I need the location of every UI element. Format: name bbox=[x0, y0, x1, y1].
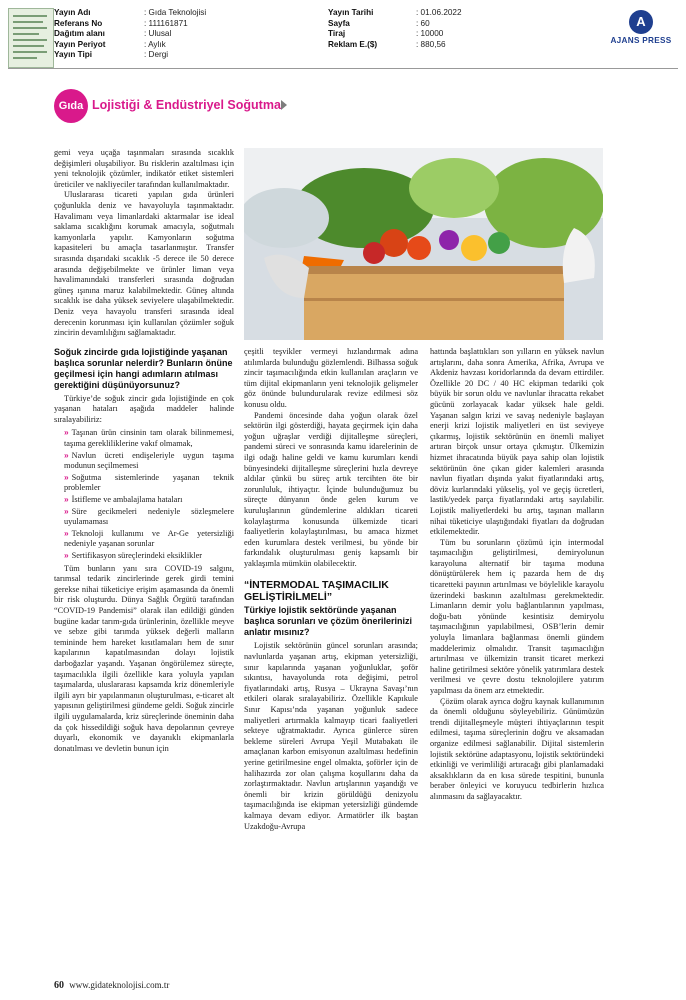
vegetable-crate-photo bbox=[244, 148, 603, 340]
bullet-icon: » bbox=[64, 427, 69, 438]
article-column-2 bbox=[244, 347, 418, 832]
list-item: » Navlun ücreti endişeleriyle uygun taşıma modunun seçilmemesi bbox=[64, 449, 234, 471]
arrow-right-icon bbox=[281, 100, 287, 110]
clipping-metadata bbox=[8, 6, 678, 66]
ajans-press-logo-mark: A bbox=[629, 10, 653, 34]
article-column-3 bbox=[430, 347, 604, 803]
meta-dagitim: Dağıtım alanı : Ulusal bbox=[54, 29, 172, 39]
meta-tiraj: Tiraj : 10000 bbox=[328, 29, 444, 39]
paragraph: Uluslararası ticareti yapılan gıda ürünleri çoğunlukla deniz ve havayoluyla taşınmaktadır. Havalimanı veya limanlardaki aktarmalar ise ideal saklama sıcaklığını korumak amacıyla, soğutmalı kamyonlarla yapılır. Kamyonların soğutma kapasiteleri bu amaçla tasarlanmıştır. Transfer sırasında dışarıdaki sıcaklık -5 derece ile 50 derece arasında değişebilmekte ve ürünler liman veya havalimanındaki transferleri sırasında doğrudan güneş ışınına maruz kalabilmektedir. Güneş altında sıcaklık ise daha yüksek seviyelere ulaşabilmektedir. Deniz veya havayolu transferi sırasında ideal derecenin korunması için kullanılan çözümler soğuk zincirin devamlılığını sağlamaktadır. bbox=[54, 190, 234, 338]
meta-periyot: Yayın Periyot : Aylık bbox=[54, 39, 166, 49]
paragraph: Türkiye’de soğuk zincir gıda lojistiğinde en çok yaşanan hataları aşağıda maddeler halinde sıralayabiliriz: bbox=[54, 393, 234, 424]
problem-list bbox=[54, 427, 234, 561]
bullet-icon: » bbox=[64, 449, 69, 460]
list-item: » İstifleme ve ambalajlama hataları bbox=[64, 494, 183, 505]
list-item: » Taşınan ürün cinsinin tam olarak bilinmemesi, taşıma gerekliliklerine vakıf olmamak, bbox=[64, 427, 234, 449]
paragraph: hattında başlattıkları son yılların en yüksek navlun artışlarını, daha sonra Amerika, Afrika, Avrupa ve Akdeniz havzası koridorlarında da devam ettirdiler. Özellikle 20 DC / 40 HC ekipman tedariki çok büyük bir sorun oldu ve navlunlar ihracatta rekabet gücünü zorlayacak kadar yüksek hale geldi. Yaşanan salgın krizi ve savaş nedeniyle başlayan enerji krizi lojistik maliyetleri en üst seviyeye çıkarmış, lojistik sektörünün en önemli maliyet artıran birçok unsur ortaya çıkmıştır. Ülkemizin hizmet ihracatında büyük paya sahip olan lojistik sektörünün öne çıkan gider kalemleri arasında navlun fiyatları dışında yakıt fiyatlarındaki artış, döviz kurlarındaki yükseliş, yol ve geçiş ücretleri, lastik/yedek parça fiyatlarındaki artış sayılabilir. Lojistik maliyetlerdeki bu artış, taşınan malların nihai tüketiciye ulaştığındaki fiyatları da doğrudan etkilemektedir. bbox=[430, 347, 604, 537]
bullet-icon: » bbox=[64, 550, 69, 560]
ajans-press-logo bbox=[606, 10, 676, 45]
list-item: » Teknoloji kullanımı ve Ar-Ge yetersizliği nedeniyle yaşanan sorunlar bbox=[64, 527, 234, 549]
paragraph: gemi veya uçağa taşınmaları sırasında sıcaklık değişimleri oluşabiliyor. Bu risklerin azaltılması için yeni teknolojik çözümler, indikatör etiket sistemleri üreticiler ve nakliyeciler tarafından kullanılmaktadır. bbox=[54, 148, 234, 189]
meta-sayfa: Sayfa : 60 bbox=[328, 18, 430, 28]
section-badge: Gıda bbox=[54, 89, 88, 123]
page-thumbnail[interactable] bbox=[8, 8, 54, 68]
question-heading: Türkiye lojistik sektöründe yaşanan başlıca sorunları ve çözüm önerilerinizi anlatır mısınız? bbox=[244, 605, 413, 638]
ajans-press-logo-text: AJANS PRESS bbox=[610, 36, 672, 45]
meta-reklam: Reklam E.($) : 880,56 bbox=[328, 39, 446, 49]
header-divider bbox=[8, 68, 678, 69]
bullet-icon: » bbox=[64, 494, 69, 505]
section-header bbox=[54, 88, 354, 124]
paragraph: Pandemi öncesinde daha yoğun olarak özel sektörün ilgi gösterdiği, hayata geçirmek için daha yoğun uğraşlar verdiği dijitalleşme süreçleri, pandemi süreci ve sonrasında kamu idarelerinin de ilgi odağı haline geldi ve kamu kurumları kendi bünyesindeki dijitalleşme süreçlerini hızla devreye aldılar çünkü bu süreç artık tercihten öte bir zorunluluk, ihtiyaçtır. İçinde bulunduğumuz bu süreçte dünyanın önde gelen kurum ve kuruluşlarının gündemlerine aldıkları ticareti kolaylaştırma konusunda ülkemizde ticari faaliyetlerin kolaylaştırılması, bu amaca hizmet eden kurumlara destek verilmesi, bu yönde bir farkındalık oluşturulması geniş kapsamlı bir yaklaşımla mümkün olabilecektir. bbox=[244, 410, 418, 568]
paragraph: Tüm bu sorunların çözümü için intermodal taşımacılığın geliştirilmesi, demiryolunun karayoluna alternatif bir taşıma moduna dönüştürülerek hem iç pazarda hem de dış ticaretteki payının artırılması ve böylelikle karayolu üzerindeki baskının azaltılması gerekmektedir. Limanların demir yolu bağlantılarının yapılması, doğu-batı yönünde kesintisiz demiryolu taşımacılığının yapılabilmesi, OSB’lerin demir yoluyla limanlara bağlanması önemli gündem maddelerimiz olmalıdır. Transit taşımacılığın artırılması ve ülkemizin transit ticaret merkezi haline getirilmesi sektöre yönelik yatırımlara destek verilmesi ve çevre dostu teknolojilere yatırım yapılması da önem arz etmektedir. bbox=[430, 537, 604, 695]
paragraph: Tüm bunların yanı sıra COVID-19 salgını, tarımsal tedarik zincirlerinde gerek girdi temini gerekse nihai tüketiciye erişim aşamasında da önemli bir risk oluşturdu. Dünya Sağlık Örgütü tarafından “COVID-19 Pandemisi” olarak ilan edildiği günden bugüne kadar tarım-gıda ürünlerinin, özellikle meyve ve sebze gibi tarımda yüksek değerli malların temininde hem hareket kısıtlamaları hem de sınır kapılarının kapatılmasından dolayı lojistik darboğazlar yaşandı. Yaşanan öngörülemez süreçte, taşımacılıkla ilgili özellikle kara yoluyla yapılan taşımalarda, uluslararası kapsamda kriz dönemleriyle ilgili ayrı bir yapılanmanın oluşturulması, e-ticaret alt yapısının geliştirilmesi gündeme geldi. Soğuk zincirle ilgili uygulamalarda, kriz süreçlerinde öneminin daha da çok hissedildiği soğuk hava depolarının çevreye duyarlı, ekonomik ve dayanıklı ekipmanlarla donatılması ve devletin bunun için bbox=[54, 563, 234, 753]
meta-yayin-adi: Yayın Adı : Gıda Teknolojisi bbox=[54, 8, 207, 17]
list-item: » Soğutma sistemlerinde yaşanan teknik problemler bbox=[64, 471, 234, 493]
bullet-icon: » bbox=[64, 505, 69, 516]
page-number: 60 bbox=[54, 980, 64, 991]
article-column-1 bbox=[54, 148, 234, 754]
meta-referans: Referans No : 111161871 bbox=[54, 18, 188, 28]
section-title: Lojistiği & Endüstriyel Soğutma bbox=[92, 98, 281, 112]
meta-tipi: Yayın Tipi : Dergi bbox=[54, 50, 169, 60]
meta-tarih: Yayın Tarihi : 01.06.2022 bbox=[328, 8, 462, 17]
paragraph: Çözüm olarak ayrıca doğru kaynak kullanımının da önemli olduğunu söyleyebiliriz. Günümüzün trendi dijitalleşmeyle müşteri ihtiyaçlarının tespit edilmesi, taşıma süreçlerinin doğru ve aksamadan organize edilmesi sağlanabilir. Dijital sistemlerin lojistik sektörüne adaptasyonu, lojistik sektöründeki etkinliği ve verimliliği artıracağı gibi planlamadaki aksaklıkların da en kısa sürede tespitini, bununla beraber önleyici ve koruyucu tedbirlerin hızlıca alınmasını da sağlayacaktır. bbox=[430, 696, 604, 801]
page-footer bbox=[54, 980, 169, 991]
list-item: » Süre gecikmeleri nedeniyle sözleşmelere uyulamaması bbox=[64, 505, 234, 527]
bullet-icon: » bbox=[64, 471, 69, 482]
paragraph: çeşitli teşvikler vermeyi hızlandırmak adına atılımlarda bulunduğu gözlemlendi. Bilhassa soğuk zincir taşımacılığında etkin kullanılan araçların ve tüm dijital ekipmanların yeni teknolojik gelişmeler göz önünde bulundurularak revize edilmesi söz konusu oldu. bbox=[244, 347, 418, 409]
bullet-icon: » bbox=[64, 527, 69, 538]
footer-url: www.gidateknolojisi.com.tr bbox=[69, 980, 170, 990]
question-heading: Soğuk zincirde gıda lojistiğinde yaşanan başlıca sorunlar nelerdir? Bunların önüne geçilmesi için hangi adımların atılması gerektiğini düşünüyorsunuz? bbox=[54, 346, 233, 390]
paragraph: Lojistik sektörünün güncel sorunları arasında; navlunlarda yaşanan artış, ekipman yetersizliği, sınır kapılarında yaşanan yoğunluklar, şoför sıkıntısı, havayolunda rota değişimi, petrol fiyatlarındaki artış, Rusya – Ukrayna Savaşı’nın etkileri olarak sıralayabiliriz. Özellikle Kapıkule Sınır Kapısı’nda yaşanan yoğunluk sadece maliyetleri artırmakla kalmayıp ticari faaliyetleri sekteye uğratmaktadır. Ayrıca günlerce süren bekleme süreleri Avrupa Yeşil Mutabakatı ile amaçlanan karbon emisyonun azaltılması hedefinin yerine getirilmesine engel olmakta, şoförler için de halihazırda zor olan çalışma koşullarını daha da zorlaştırmaktadır. Navlun artışlarının yaşandığı ve önemli bir krizin görüldüğü denizyolu taşımacılığında ise ekipman yetersizliği gündemde kalmaya devam ediyor. Armatörler ilk baştan Uzakdoğu-Avrupa bbox=[244, 641, 418, 831]
subheading-intermodal: “İNTERMODAL TAŞIMACILIK GELİŞTİRİLMELİ” bbox=[244, 579, 389, 604]
list-item: » Sertifikasyon süreçlerindeki eksiklikler bbox=[64, 550, 203, 560]
